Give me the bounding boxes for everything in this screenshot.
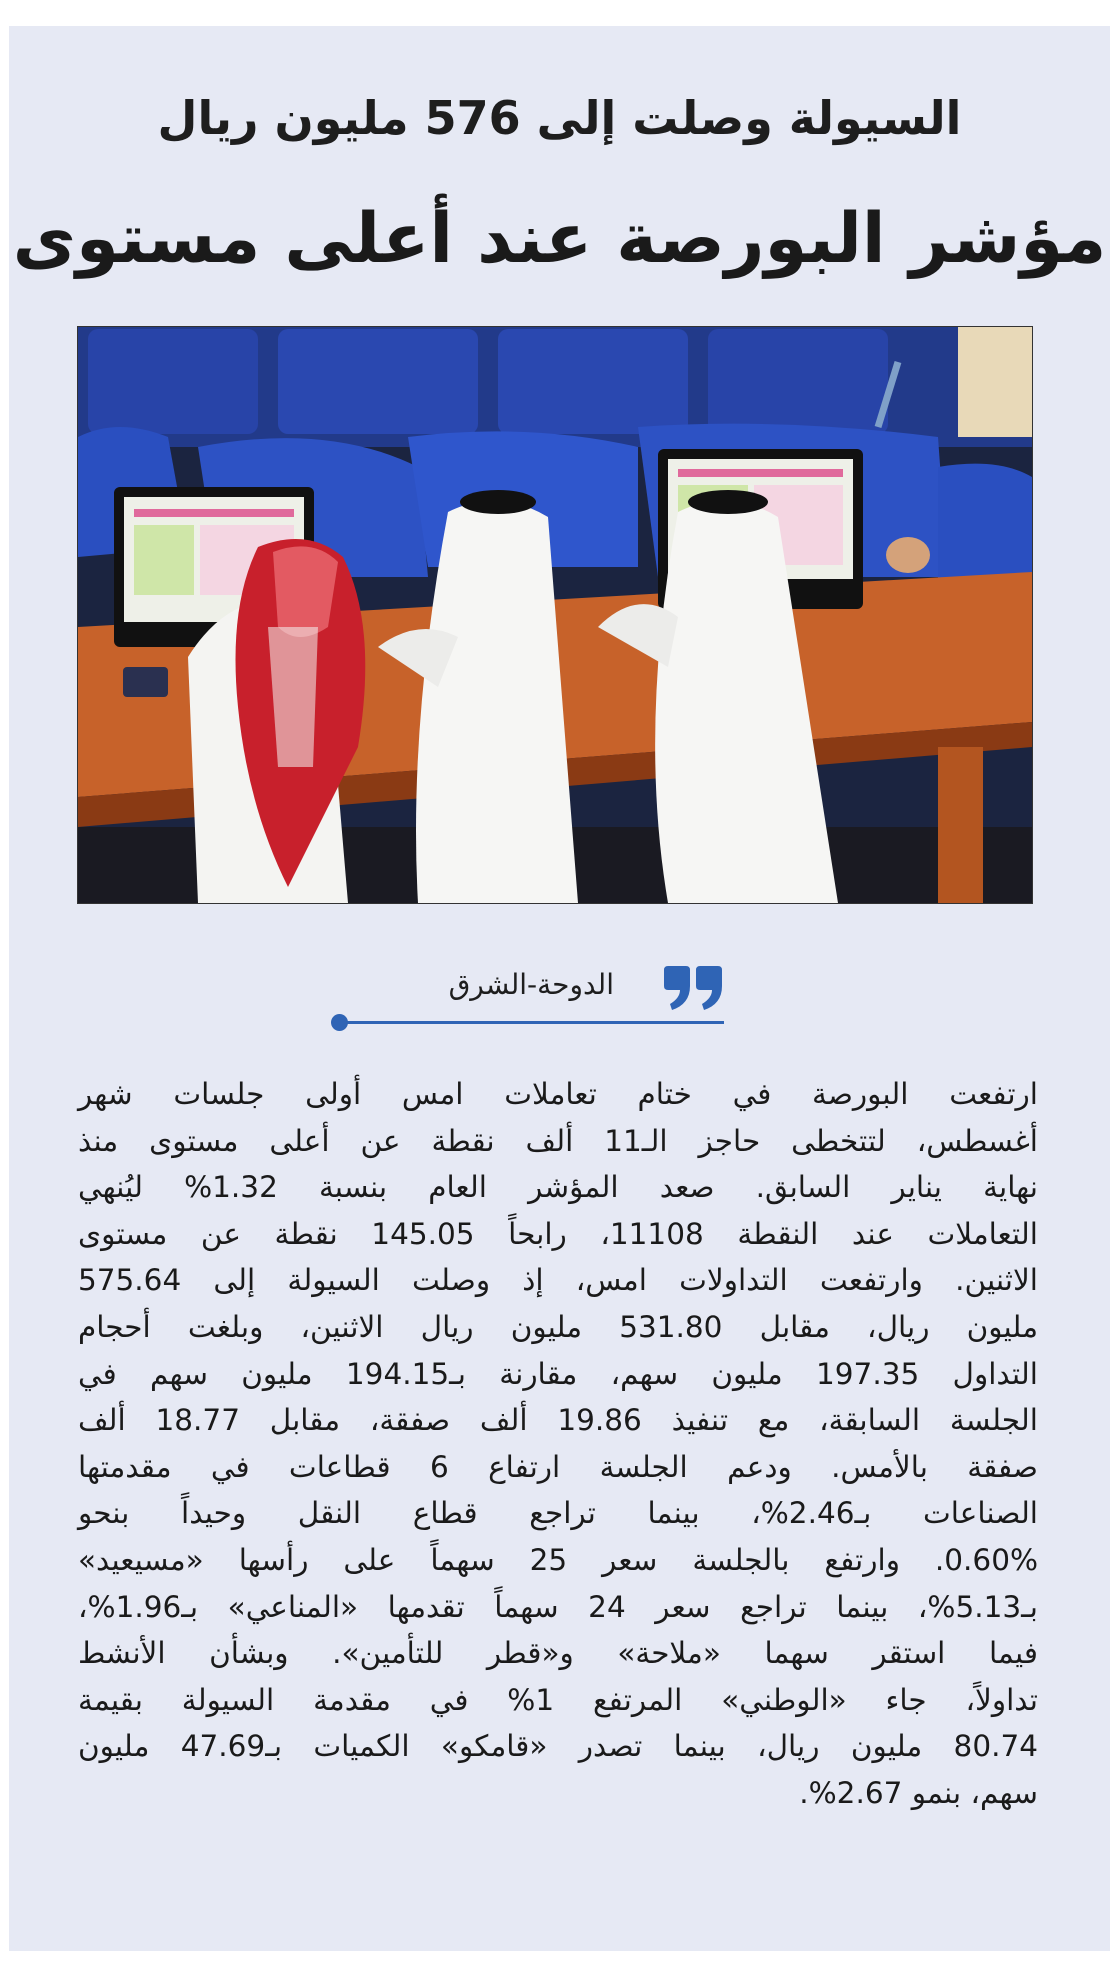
article-line: الصناعات بـ2.46%، بينما تراجع قطاع النقل وحيداً بنحو bbox=[78, 1496, 1038, 1531]
article-line: صفقة بالأمس. ودعم الجلسة ارتفاع 6 قطاعات في مقدمتها bbox=[78, 1449, 1038, 1484]
article-line: سهم، بنمو 2.67%. bbox=[799, 1775, 1038, 1810]
article-line: فيما استقر سهما «ملاحة» و«قطر للتأمين». وبشأن الأنشط bbox=[78, 1636, 1038, 1671]
article-body bbox=[78, 1071, 1038, 1817]
byline-divider bbox=[345, 1021, 724, 1024]
article-line: ارتفعت البورصة في ختام تعاملات امس أولى جلسات شهر bbox=[78, 1077, 1038, 1111]
newspaper-page bbox=[9, 26, 1110, 1951]
byline-dot bbox=[331, 1014, 348, 1031]
kicker-headline: السيولة وصلت إلى 576 مليون ريال bbox=[157, 91, 962, 145]
article-line: تداولاً، جاء «الوطني» المرتفع 1% في مقدمة السيولة بقيمة bbox=[78, 1682, 1038, 1717]
article-line: 0.60%. وارتفع بالجلسة سعر 25 سهماً على رأسها «مسيعيد» bbox=[78, 1542, 1038, 1577]
article-line: نهاية يناير السابق. صعد المؤشر العام بنسبة 1.32% ليُنهي bbox=[78, 1170, 1038, 1205]
article-photo bbox=[77, 326, 1033, 904]
byline bbox=[329, 964, 724, 1030]
article-line: أغسطس، لتتخطى حاجز الـ11 ألف نقطة عن أعلى مستوى منذ bbox=[78, 1123, 1038, 1158]
article-line: الجلسة السابقة، مع تنفيذ 19.86 ألف صفقة، مقابل 18.77 ألف bbox=[78, 1403, 1038, 1438]
article-line: مليون ريال، مقابل 531.80 مليون ريال الاثنين، وبلغت أحجام bbox=[78, 1309, 1038, 1344]
article-line: بـ5.13%، بينما تراجع سعر 24 سهماً تقدمها «المناعي» بـ1.96%، bbox=[78, 1589, 1038, 1624]
article-line: التعاملات عند النقطة 11108، رابحاً 145.05 نقطة عن مستوى bbox=[78, 1216, 1038, 1251]
byline-source: الدوحة-الشرق bbox=[448, 968, 614, 1001]
article-line: 80.74 مليون ريال، بينما تصدر «قامكو» الكميات بـ47.69 مليون bbox=[78, 1729, 1038, 1764]
quote-icon bbox=[660, 964, 724, 1016]
article-line: الاثنين. وارتفعت التداولات امس، إذ وصلت السيولة إلى 575.64 bbox=[78, 1263, 1038, 1298]
main-headline: مؤشر البورصة عند أعلى مستوى bbox=[12, 199, 1107, 279]
article-line: التداول 197.35 مليون سهم، مقارنة بـ194.15 مليون سهم في bbox=[78, 1356, 1038, 1391]
